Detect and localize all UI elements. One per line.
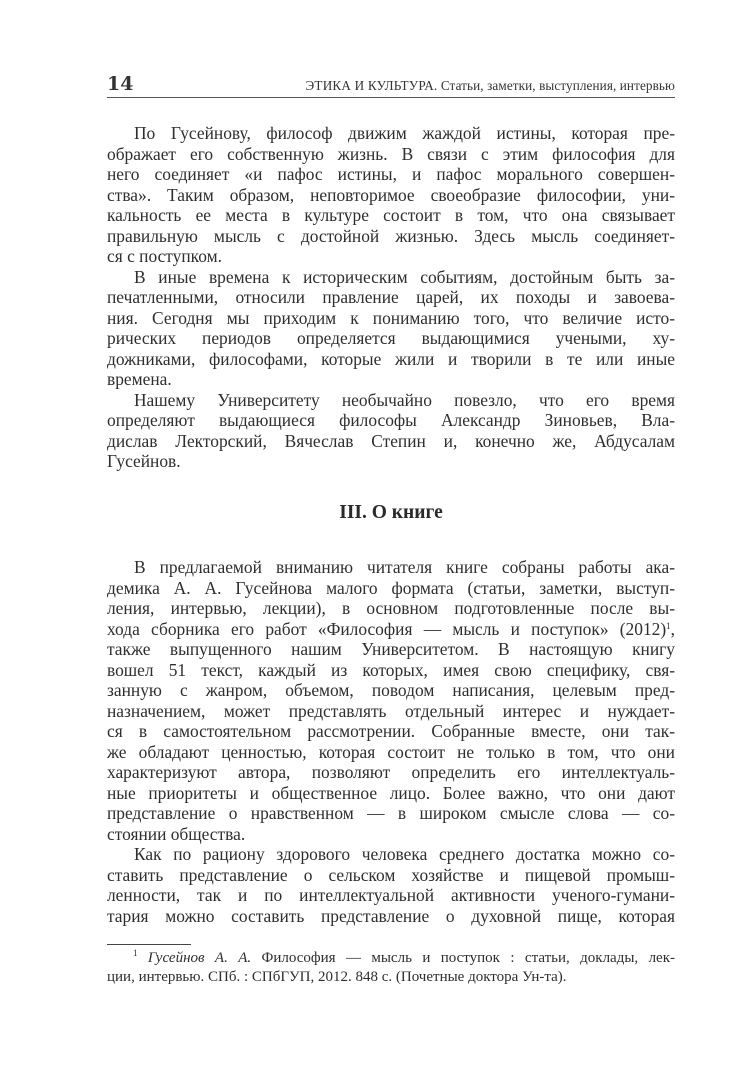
text-line: ображает его собственную жизнь. В связи с этим философия для: [107, 143, 675, 164]
running-title-rest: Статьи, заметки, выступления, интервью: [437, 78, 675, 93]
section-heading: III. О книге: [339, 502, 443, 523]
footnote: [107, 949, 675, 987]
text-line: печатленными, относили правление царей, их походы и завоева-: [107, 287, 675, 307]
footnote-line: ции, интервью. СПб. : СПбГУП, 2012. 848 с. (Почетные доктора Ун-та).: [107, 969, 567, 985]
footnote-line: [107, 949, 675, 968]
text-line: правильную мысль с достойной жизнью. Здесь мысль соединяет-: [107, 225, 675, 246]
footnote-mark: 1: [133, 948, 138, 958]
text-line: определяют выдающиеся философы Александр Зиновьев, Вла-: [107, 410, 675, 430]
footnote-reference[interactable]: 1: [666, 620, 671, 631]
text-line: тария можно составить представление о духовной пище, которая: [107, 905, 675, 926]
text-line: же обладают ценностью, которая состоит не только в том, что они: [107, 741, 675, 762]
text-line: рических периодов определяется выдающимися учеными, ху-: [107, 328, 675, 348]
text-fragment: ,: [670, 618, 675, 639]
text-fragment: хода сборника его работ «Философия — мысль и поступок» (2012): [107, 618, 667, 639]
text-line: ставить представление о сельском хозяйстве и пищевой промыш-: [107, 864, 675, 885]
text-line: характеризуют автора, позволяют определить его интеллектуаль-: [107, 762, 675, 782]
section-1-text: [107, 123, 675, 472]
text-line: кальность ее места в культуре состоит в том, что она связывает: [107, 205, 675, 225]
text-line: времена.: [107, 369, 172, 389]
text-line: занную с жанром, объемом, поводом написания, целевым пред-: [107, 680, 675, 700]
footnote-author: Гусейнов А. А.: [147, 950, 252, 966]
text-line: дислав Лекторский, Вячеслав Степин и, конечно же, Абдусалам: [107, 430, 675, 451]
section-2-text: [107, 557, 675, 926]
text-line: представление о нравственном — в широком смысле слова — со-: [107, 803, 675, 823]
text-line: ные приоритеты и общественное лицо. Более важно, что они дают: [107, 782, 675, 803]
text-line: назначением, может представлять отдельный интерес и нуждает-: [107, 700, 675, 721]
text-line: ства». Таким образом, неповторимое своеобразие философии, уни-: [107, 184, 675, 205]
text-line: ся с поступком.: [107, 246, 222, 266]
footnote-divider: [107, 944, 191, 945]
text-line: В предлагаемой вниманию читателя книге собраны работы ака-: [134, 557, 675, 577]
text-line: По Гусейнову, философ движим жаждой истины, которая пре-: [134, 123, 675, 143]
text-line: ся в самостоятельном рассмотрении. Собранные вместе, они так-: [107, 721, 675, 741]
text-line: вошел 51 текст, каждый из которых, имея свою специфику, свя-: [107, 659, 675, 680]
text-line: ления, интервью, лекции), в основном подготовленные после вы-: [107, 598, 675, 618]
text-line: Как по рациону здорового человека среднего достатка можно со-: [134, 844, 675, 864]
page-number: 14: [107, 73, 134, 95]
text-line: демика А. А. Гусейнова малого формата (статьи, заметки, выступ-: [107, 577, 675, 598]
text-line: ленности, так и по интеллектуальной активности ученого-гумани-: [107, 885, 675, 905]
text-line: Нашему Университету необычайно повезло, что его время: [134, 389, 675, 410]
text-line: стоянии общества.: [107, 823, 246, 844]
text-line: него соединяет «и пафос истины, и пафос морального совершен-: [107, 164, 675, 184]
text-line: дожниками, философами, которые жили и творили в те или иные: [107, 348, 675, 369]
text-line: также выпущенного нашим Университетом. В настоящую книгу: [107, 639, 675, 659]
text-line-with-footnote-ref: [107, 619, 675, 640]
running-head: [107, 74, 675, 98]
running-title-caps: ЭТИКА И КУЛЬТУРА.: [305, 78, 438, 93]
footnote-text: Философия — мысль и поступок : статьи, доклады, лек-: [251, 950, 675, 966]
running-title: [306, 78, 675, 97]
text-line: Гусейнов.: [107, 451, 181, 471]
text-line: ния. Сегодня мы приходим к пониманию того, что величие исто-: [107, 307, 675, 328]
text-line: В иные времена к историческим событиям, достойным быть за-: [134, 266, 675, 287]
